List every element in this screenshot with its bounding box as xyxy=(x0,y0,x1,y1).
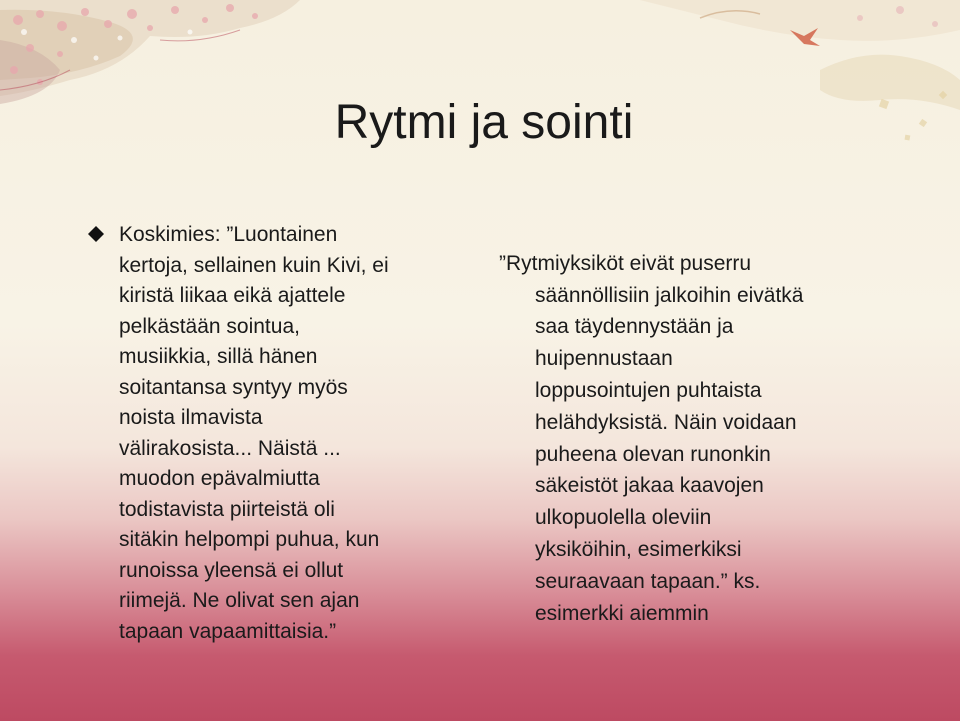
left-bullet-text: Koskimies: ”Luontainen kertoja, sellainen kuin Kivi, ei kiristä liikaa eikä ajattele pelkästään sointua, musiikkia, sillä hänen soitantansa syntyy myös noista ilmavista välirakosista... Näistä ... muodon epävalmiutta todistavista piirteistä oli sitäkin helpompi puhua, kun runoissa yleensä ei ollut riimejä. Ne olivat sen ajan tapaan vapaamittaisia.” xyxy=(119,223,389,643)
left-column xyxy=(88,220,473,647)
right-first-line: ”Rytmiyksiköt eivät puserru xyxy=(499,251,752,275)
right-column xyxy=(499,216,919,661)
diamond-bullet-icon xyxy=(88,226,104,242)
right-paragraph xyxy=(499,216,919,661)
page-title: Rytmi ja sointi xyxy=(334,96,634,149)
right-paragraph-rest: säännöllisiin jalkoihin eivätkä saa täydennystään ja huipennustaan loppusointujen puhtaista helähdyksistä. Näin voidaan puheena olevan runonkin säkeistöt jakaa kaavojen ulkopuolella oleviin yksiköihin, esimerkiksi seuraavaan tapaan.” ks. esimerkki aiemmin xyxy=(535,283,804,625)
